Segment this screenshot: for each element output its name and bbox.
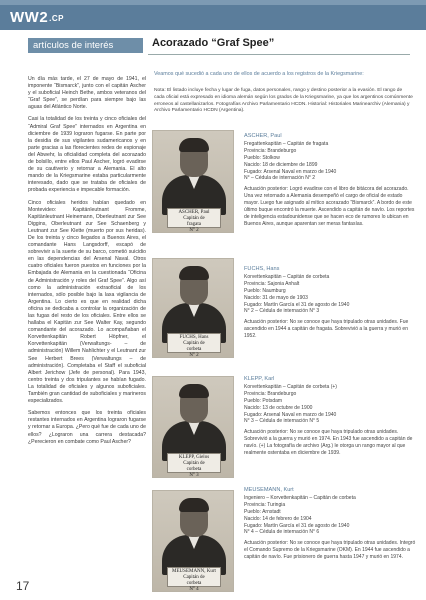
bio-line: N° 4 – Cédula de internación N° 6 [244,529,320,536]
bio-line: Nacido: 31 de mayo de 1903 [244,294,308,301]
name-plate: MEUSEMANN, Kurt Capitán de corbeta N° 4 [167,567,221,587]
section-tab: artículos de interés [28,38,143,53]
logo-suffix: .CP [49,14,65,23]
paragraph: Un día más tarde, el 27 de mayo de 1941, el imponente “Bismarck”, junto con el capitán Ascher y el suboficial Heinch Bethe, ambos veteranos del “Graf Spee”, se perdían para siempre bajo las aguas del Atlántico Norte. [28,76,146,111]
header-band [0,0,426,30]
portrait-photo [152,258,234,358]
bio-after: Actuación posterior: Logró evadirse con el libro de bitácora del acorazado. Una vez retornado a Alemania desempeñó el cargo de oficial de estado mayor. Luego fue asignado al mítico acorazado “Bismarck”. A bordo de este último buque encontró la muerte. Ascendido a capitán de navío. Los reportes de inteligencia estadounidense que se hacen eco de rumores lo ubican en Buenos Aires, aunque aparentan ser meras fantasías. [244,186,415,227]
bio-line: Pueblo: Arnstadt [244,508,281,515]
logo-text: WW2 [10,9,49,26]
bio-name: FUCHS, Hans [244,266,280,272]
bio-after: Actuación posterior: No se conoce que haya tripulado otras unidades. Integró el Comando Supremo de la Kriegsmarine (OKM). En 1944 fue ascendido a capitán de navío. Fue prisionero de guerra hasta 1947 y murió en 1974. [244,540,416,561]
name-plate: KLEPP, Gielos Capitán de corbeta N° 3 [167,453,221,473]
bio-line: Nacido: 14 de febrero de 1904 [244,515,312,522]
bio-line: Fugado: Arsenal Naval en marzo de 1940 [244,168,337,175]
bio-line: Provincia: Brandeburgo [244,147,297,154]
title-rule [148,54,410,55]
bio-line: Nacido: 18 de diciembre de 1899 [244,161,318,168]
bio-name: ASCHER, Paul [244,133,282,139]
bio-block [244,487,416,561]
bio-after: Actuación posterior: No se conoce que haya tripulado otras unidades. Sobrevivió a la guerra y murió en 1974. En 1943 fue ascendido a capitán de navío. (+) La fotografía de archivo (Arg.) le otorga un rango mayor al que realmente ostentaba en diciembre de 1939. [244,429,413,457]
lead-text: Veamos qué sucedió a cada uno de ellos de acuerdo a los registros de la Kriegsmarine: [154,71,364,77]
bio-line: Ingeniero – Korvettenkapitän – Capitán de corbeta [244,494,356,501]
bio-line: Korvettenkapitän – Capitán de corbeta [244,273,330,280]
portrait-photo [152,376,234,478]
bio-line: Fregattenkapitän – Capitán de fragata [244,140,329,147]
bio-block [244,133,416,228]
note-text: Nota: El listado incluye fecha y lugar de fuga, datos personales, rango y destino posterior a la evasión. El rango de cada oficial está expresado en idioma alemán según los grados de la Kriegsmarine, ya que los argentinos comúnmente erroneos al castellanizarlos. Fotografías Archivo Parlamentario HCDN. Historial: Historiales Marinearchiv (Alemania) y Archivo Parlamentario HCDN (Argentina). [154,88,413,114]
paragraph: Sabemos entonces que los treinta oficiales restantes internados en Argentina lograron fugarse y retornar a Europa. ¿Pero qué fue de cada uno de ellos? ¿Lograron una carrera destacada? ¿Perecieron en combate como Paul Ascher? [28,410,146,445]
bio-line: Pueblo: Potsdam [244,397,283,404]
name-plate: ASCHER, Paul Capitán de fragata N° 2 [167,208,221,228]
portrait-photo [152,490,234,592]
article-title: Acorazado “Graf Spee” [152,37,275,49]
bio-line: Fugado: Arsenal Naval en marzo de 1940 [244,411,337,418]
bio-name: MEUSEMANN, Kurt [244,487,294,493]
bio-block [244,266,416,340]
bio-line: Fugado: Martín García el 31 de agosto de 1940 [244,522,350,529]
left-column [28,76,146,451]
bio-line: N° 3 – Cédula de internación N° 5 [244,418,320,425]
portrait-photo [152,130,234,233]
bio-line: Provincia: Brandeburgo [244,390,297,397]
name-plate: FUCHS, Hans Capitán de corbeta N° 2 [167,333,221,353]
bio-after: Actuación posterior: No se conoce que haya tripulado otras unidades. Fue ascendido en 1944 a capitán de fragata. Sobrevivió a la guerra y murió en 1952. [244,319,409,340]
bio-line: Provincia: Sajonia Anhalt [244,280,300,287]
bio-line: Fugado: Martín García el 31 de agosto de 1940 [244,301,350,308]
paragraph: Casi la totalidad de los treinta y cinco oficiales del “Admiral Graf Spee” internados en Argentina en diciembre de 1939 lograron fugarse. En parte por la desidia de sus vigilantes sudamericanos y en parte gracias a las florecientes redes de espionaje del Abwehr, la oficialidad completa del acorazado de bolsillo, entre ellos Paul Ascher, logró evadirse de su cautiverio y retornar a Alemania. El alto mando de la Kriegsmarine estaba particularmente interesado, dado que se trataba de oficiales de probada experiencia e impecable formación. [28,116,146,194]
bio-name: KLEPP, Karl [244,376,275,382]
bio-line: Pueblo: Naumburg [244,287,286,294]
bio-line: Korvettenkapitän – Capitán de corbeta (+) [244,383,337,390]
bio-line: Nacido: 13 de octubre de 1900 [244,404,313,411]
bio-line: N° – Cédula de internación N° 2 [244,175,315,182]
page-number: 17 [16,579,30,593]
paragraph: Cinco oficiales heridos habían quedado en Montevideo: Kapitänleutnant Fromme, Kapitänleutnant Heinemann, Oberleutnant zur See Diggins, Oberleutnant zur See Schaenberg y Leutnant zur See Klette (muerto por sus heridas). De los treinta y cinco llegados a Buenos Aires, el comandante Hans Langsdorff, escapó de sobrevivir a la suerte de su barco, cometió suicidio en las dependencias del Arsenal Naval. Otros cuatro oficiales fueron puestos en funciones por la Embajada de Alemania en la cuestionada “Oficina de Administración y roles del Graf Spee”. Algo así como la administración extraoficial de los internados, sólo posible bajo la laxa vigilancia de Argentina. Lo cierto es que en realidad dicha oficina se dedicaba a controlar la organización de las fugas del resto de los oficiales. Entre ellos se hallaba el Kapitän zur See Walter Kay, segundo comandante del acorazado. Lo acompañaban el Korvettenkapitän Robert Höpfner, el Korvettenkapitän (Verwaltungs- – de administración) Willem Nahlichter y el Leutnant zur See Herbert Brees (Verwaltungs – de administración). Completaba el Staff el suboficial Albert Jerichow (Jefe de personal). Para 1943, centro treinta y dos tripulantes se habían fugado. La totalidad de oficiales y algunos suboficiales. También gran cantidad de suboficiales y marineros especializados. [28,199,146,405]
magazine-logo [10,9,64,26]
bio-line: Pueblo: Stolkow [244,154,280,161]
bio-line: N° 2 – Cédula de internación N° 3 [244,308,320,315]
bio-block [244,376,416,457]
header-stripe [0,0,426,5]
bio-line: Provincia: Turingia [244,501,286,508]
